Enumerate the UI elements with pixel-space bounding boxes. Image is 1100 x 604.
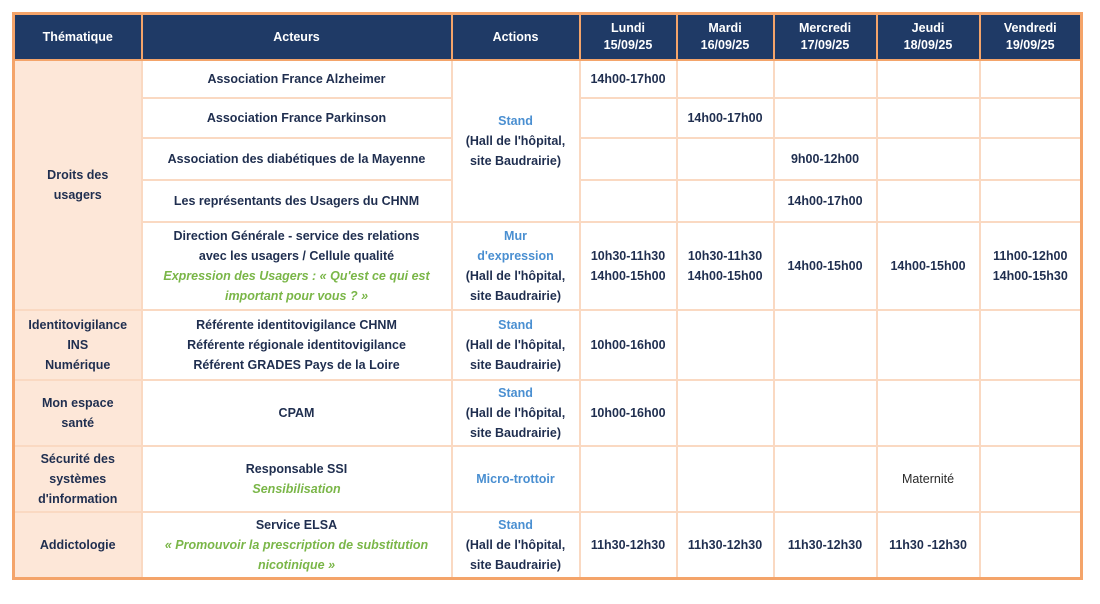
slot-lundi: [580, 222, 677, 310]
slot-mardi: [677, 222, 774, 310]
day-name: Mardi: [708, 21, 742, 35]
slot-mercredi: [774, 310, 877, 380]
actor-subtitle: important pour vous ? »: [224, 289, 369, 303]
actor-service-elsa: [142, 512, 452, 578]
slot-jeudi: 14h00-15h00: [877, 222, 980, 310]
header-day-mardi: [677, 14, 774, 61]
actor-line: Référente identitovigilance CHNM: [196, 318, 397, 332]
header-row: [14, 14, 1082, 61]
action-stand: [452, 512, 580, 578]
day-name: Jeudi: [911, 21, 945, 35]
slot-lundi: [580, 446, 677, 512]
actor-alzheimer: Association France Alzheimer: [142, 60, 452, 98]
action-location: (Hall de l'hôpital,: [465, 537, 566, 552]
slot-lundi: 10h00-16h00: [580, 310, 677, 380]
actor-subtitle: « Promouvoir la prescription de substitution: [164, 537, 429, 552]
slot-time: 11h00-12h00: [993, 249, 1068, 263]
slot-mardi: [677, 138, 774, 180]
header-acteurs: Acteurs: [142, 14, 452, 61]
action-micro-trottoir: [452, 446, 580, 512]
action-site: site Baudrairie): [469, 557, 561, 572]
header-thematique: Thématique: [14, 14, 142, 61]
header-day-lundi: [580, 14, 677, 61]
actor-responsable-ssi: [142, 446, 452, 512]
slot-mercredi: [774, 98, 877, 138]
header-day-vendredi: [980, 14, 1082, 61]
slot-mercredi: 11h30-12h30: [774, 512, 877, 578]
slot-mardi: [677, 310, 774, 380]
action-stand: [452, 310, 580, 380]
action-stand: [452, 60, 580, 222]
header-actions: Actions: [452, 14, 580, 61]
theme-securite-si: [14, 446, 142, 512]
slot-vendredi: [980, 380, 1082, 446]
action-location: (Hall de l'hôpital,: [465, 406, 566, 420]
action-site: site Baudrairie): [469, 154, 561, 168]
theme-line: INS: [67, 338, 89, 352]
slot-mercredi: [774, 446, 877, 512]
actor-direction-generale: [142, 222, 452, 310]
theme-droits-usagers: [14, 60, 142, 310]
action-title: Stand: [498, 318, 533, 332]
slot-jeudi: [877, 180, 980, 222]
slot-mercredi: [774, 60, 877, 98]
slot-vendredi: [980, 310, 1082, 380]
theme-line: Sécurité des: [40, 452, 115, 466]
actor-line: avec les usagers / Cellule qualité: [198, 249, 395, 263]
day-date: 17/09/25: [800, 38, 850, 52]
slot-time: 14h00-15h30: [992, 269, 1068, 283]
slot-jeudi: Maternité: [877, 446, 980, 512]
action-mur-expression: [452, 222, 580, 310]
slot-vendredi: [980, 512, 1082, 578]
header-day-jeudi: [877, 14, 980, 61]
action-title: d'expression: [477, 249, 554, 263]
actor-subtitle: nicotinique »: [257, 557, 336, 572]
slot-mardi: [677, 60, 774, 98]
slot-mardi: 11h30-12h30: [677, 512, 774, 578]
theme-line: Droits des: [47, 168, 109, 182]
slot-mardi: [677, 446, 774, 512]
slot-vendredi: [980, 222, 1082, 310]
theme-mon-espace-sante: [14, 380, 142, 446]
slot-mardi: [677, 380, 774, 446]
action-stand: [452, 380, 580, 446]
slot-jeudi: [877, 98, 980, 138]
action-title: Stand: [498, 517, 533, 532]
slot-mercredi: 14h00-15h00: [774, 222, 877, 310]
theme-identitovigilance: [14, 310, 142, 380]
slot-time: 10h30-11h30: [687, 249, 763, 263]
day-name: Lundi: [610, 21, 645, 35]
schedule-container: [12, 12, 1083, 580]
slot-vendredi: [980, 60, 1082, 98]
actor-line: Direction Générale - service des relations: [173, 229, 420, 243]
action-title: Mur: [504, 229, 527, 243]
actor-subtitle: Expression des Usagers : « Qu'est ce qui est: [163, 269, 430, 283]
actor-line: Service ELSA: [255, 517, 338, 532]
slot-vendredi: [980, 446, 1082, 512]
header-day-mercredi: [774, 14, 877, 61]
day-date: 18/09/25: [903, 38, 953, 52]
actor-diabetiques: Association des diabétiques de la Mayenne: [142, 138, 452, 180]
day-date: 16/09/25: [700, 38, 750, 52]
slot-lundi: 14h00-17h00: [580, 60, 677, 98]
slot-mardi: [677, 180, 774, 222]
slot-jeudi: [877, 60, 980, 98]
theme-line: santé: [61, 416, 95, 430]
day-name: Mercredi: [798, 21, 852, 35]
actor-line: Référent GRADES Pays de la Loire: [193, 358, 400, 372]
action-site: site Baudrairie): [469, 289, 561, 303]
slot-vendredi: [980, 98, 1082, 138]
table-row: [14, 310, 1082, 380]
table-row: [14, 512, 1082, 578]
day-name: Vendredi: [1003, 21, 1057, 35]
table-row: [14, 380, 1082, 446]
slot-time: 10h30-11h30: [590, 249, 666, 263]
slot-lundi: 11h30-12h30: [580, 512, 677, 578]
slot-jeudi: [877, 138, 980, 180]
actor-cpam: CPAM: [142, 380, 452, 446]
theme-line: Identitovigilance: [28, 318, 128, 332]
actor-line: Responsable SSI: [245, 462, 348, 476]
actor-identitovigilance: [142, 310, 452, 380]
theme-line: Numérique: [45, 358, 111, 372]
theme-line: usagers: [53, 188, 102, 202]
slot-mercredi: 9h00-12h00: [774, 138, 877, 180]
slot-mercredi: 14h00-17h00: [774, 180, 877, 222]
slot-mercredi: [774, 380, 877, 446]
day-date: 15/09/25: [603, 38, 653, 52]
action-location: (Hall de l'hôpital,: [465, 338, 566, 352]
slot-vendredi: [980, 180, 1082, 222]
theme-addictologie: Addictologie: [14, 512, 142, 578]
theme-line: Mon espace: [41, 396, 114, 410]
action-title: Micro-trottoir: [476, 472, 555, 486]
table-row: [14, 60, 1082, 98]
action-site: site Baudrairie): [469, 426, 561, 440]
action-title: Stand: [498, 114, 533, 128]
actor-parkinson: Association France Parkinson: [142, 98, 452, 138]
slot-lundi: [580, 138, 677, 180]
table-row: [14, 446, 1082, 512]
slot-lundi: 10h00-16h00: [580, 380, 677, 446]
slot-time: 14h00-15h00: [590, 269, 666, 283]
day-date: 19/09/25: [1005, 38, 1055, 52]
slot-lundi: [580, 98, 677, 138]
action-site: site Baudrairie): [469, 358, 561, 372]
actor-subtitle: Sensibilisation: [252, 482, 341, 496]
action-location: (Hall de l'hôpital,: [465, 269, 566, 283]
actor-line: Référente régionale identitovigilance: [187, 338, 406, 352]
slot-time: 14h00-15h00: [687, 269, 763, 283]
schedule-table: [12, 12, 1083, 580]
theme-line: d'information: [38, 492, 118, 506]
action-title: Stand: [498, 386, 533, 400]
slot-mardi: 14h00-17h00: [677, 98, 774, 138]
slot-jeudi: [877, 380, 980, 446]
actor-representants: Les représentants des Usagers du CHNM: [142, 180, 452, 222]
slot-lundi: [580, 180, 677, 222]
slot-jeudi: 11h30 -12h30: [877, 512, 980, 578]
slot-vendredi: [980, 138, 1082, 180]
slot-jeudi: [877, 310, 980, 380]
action-location: (Hall de l'hôpital,: [465, 134, 566, 148]
theme-line: systèmes: [49, 472, 107, 486]
table-row: [14, 222, 1082, 310]
